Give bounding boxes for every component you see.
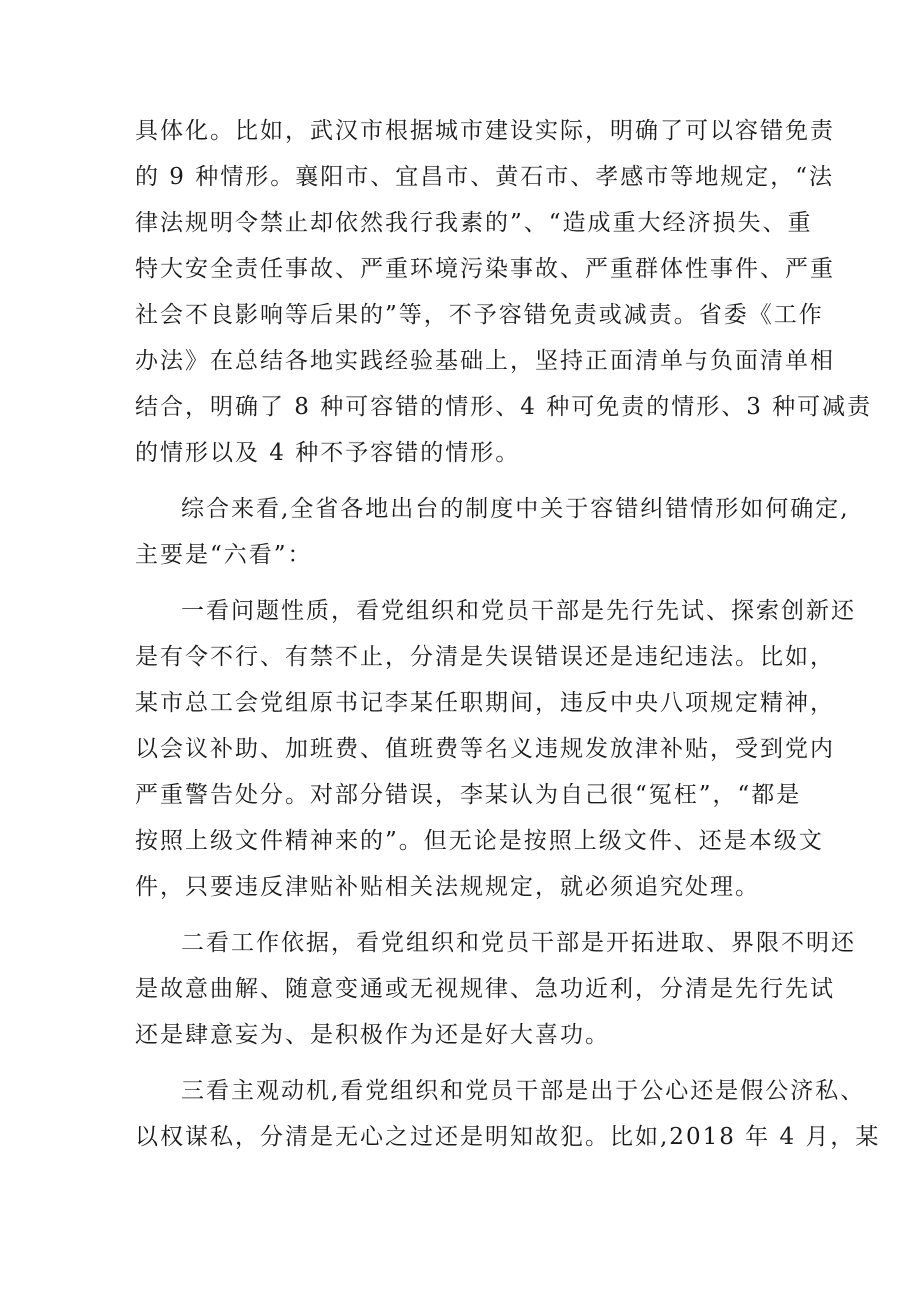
- text-line: 以会议补助、加班费、值班费等名义违规发放津补贴，受到党内: [135, 736, 835, 762]
- text-line: 二看工作依据，看党组织和党员干部是开拓进取、界限不明还: [181, 930, 856, 956]
- text-line: 一看问题性质，看党组织和党员干部是先行先试、探索创新还: [181, 598, 856, 624]
- text-line: 特大安全责任事故、严重环境污染事故、严重群体性事件、严重: [135, 256, 835, 282]
- text-line: 是故意曲解、随意变通或无视规律、急功近利，分清是先行先试: [135, 976, 835, 1002]
- text-line: 的情形以及 4 种不予容错的情形。: [135, 440, 521, 466]
- text-line: 综合来看,全省各地出台的制度中关于容错纠错情形如何确定,: [181, 496, 850, 522]
- paragraph-4: [135, 920, 856, 1058]
- text-line: 的 9 种情形。襄阳市、宜昌市、黄石市、孝感市等地规定，“法: [135, 164, 835, 190]
- text-line: 具体化。比如，武汉市根据城市建设实际，明确了可以容错免责: [135, 118, 835, 144]
- text-line: 严重警告处分。对部分错误，李某认为自己很“冤枉”，“都是: [135, 782, 802, 808]
- paragraph-2: [135, 486, 850, 578]
- text-line: 办法》在总结各地实践经验基础上，坚持正面清单与负面清单相: [135, 348, 835, 374]
- text-line: 还是肆意妄为、是积极作为还是好大喜功。: [135, 1022, 610, 1048]
- text-line: 三看主观动机,看党组织和党员干部是出于公心还是假公济私、: [181, 1078, 866, 1104]
- text-line: 是有令不行、有禁不止，分清是失误错误还是违纪违法。比如，: [135, 644, 835, 670]
- text-line: 律法规明令禁止却依然我行我素的”、“造成重大经济损失、重: [135, 210, 813, 236]
- text-line: 主要是“六看”：: [135, 542, 313, 568]
- text-line: 件，只要违反津贴补贴相关法规规定，就必须追究处理。: [135, 874, 760, 900]
- document-body: [135, 108, 881, 1170]
- text-line: 结合，明确了 8 种可容错的情形、4 种可免责的情形、3 种可减责: [135, 394, 873, 420]
- text-line: 以权谋私，分清是无心之过还是明知故犯。比如,2018 年 4 月，某: [135, 1124, 881, 1150]
- paragraph-3: [135, 588, 856, 910]
- text-line: 社会不良影响等后果的”等，不予容错免责或减责。省委《工作: [135, 302, 824, 328]
- paragraph-1: [135, 108, 873, 476]
- text-line: 按照上级文件精神来的”。但无论是按照上级文件、还是本级文: [135, 828, 824, 854]
- text-line: 某市总工会党组原书记李某任职期间，违反中央八项规定精神，: [135, 690, 835, 716]
- paragraph-5: [135, 1068, 881, 1160]
